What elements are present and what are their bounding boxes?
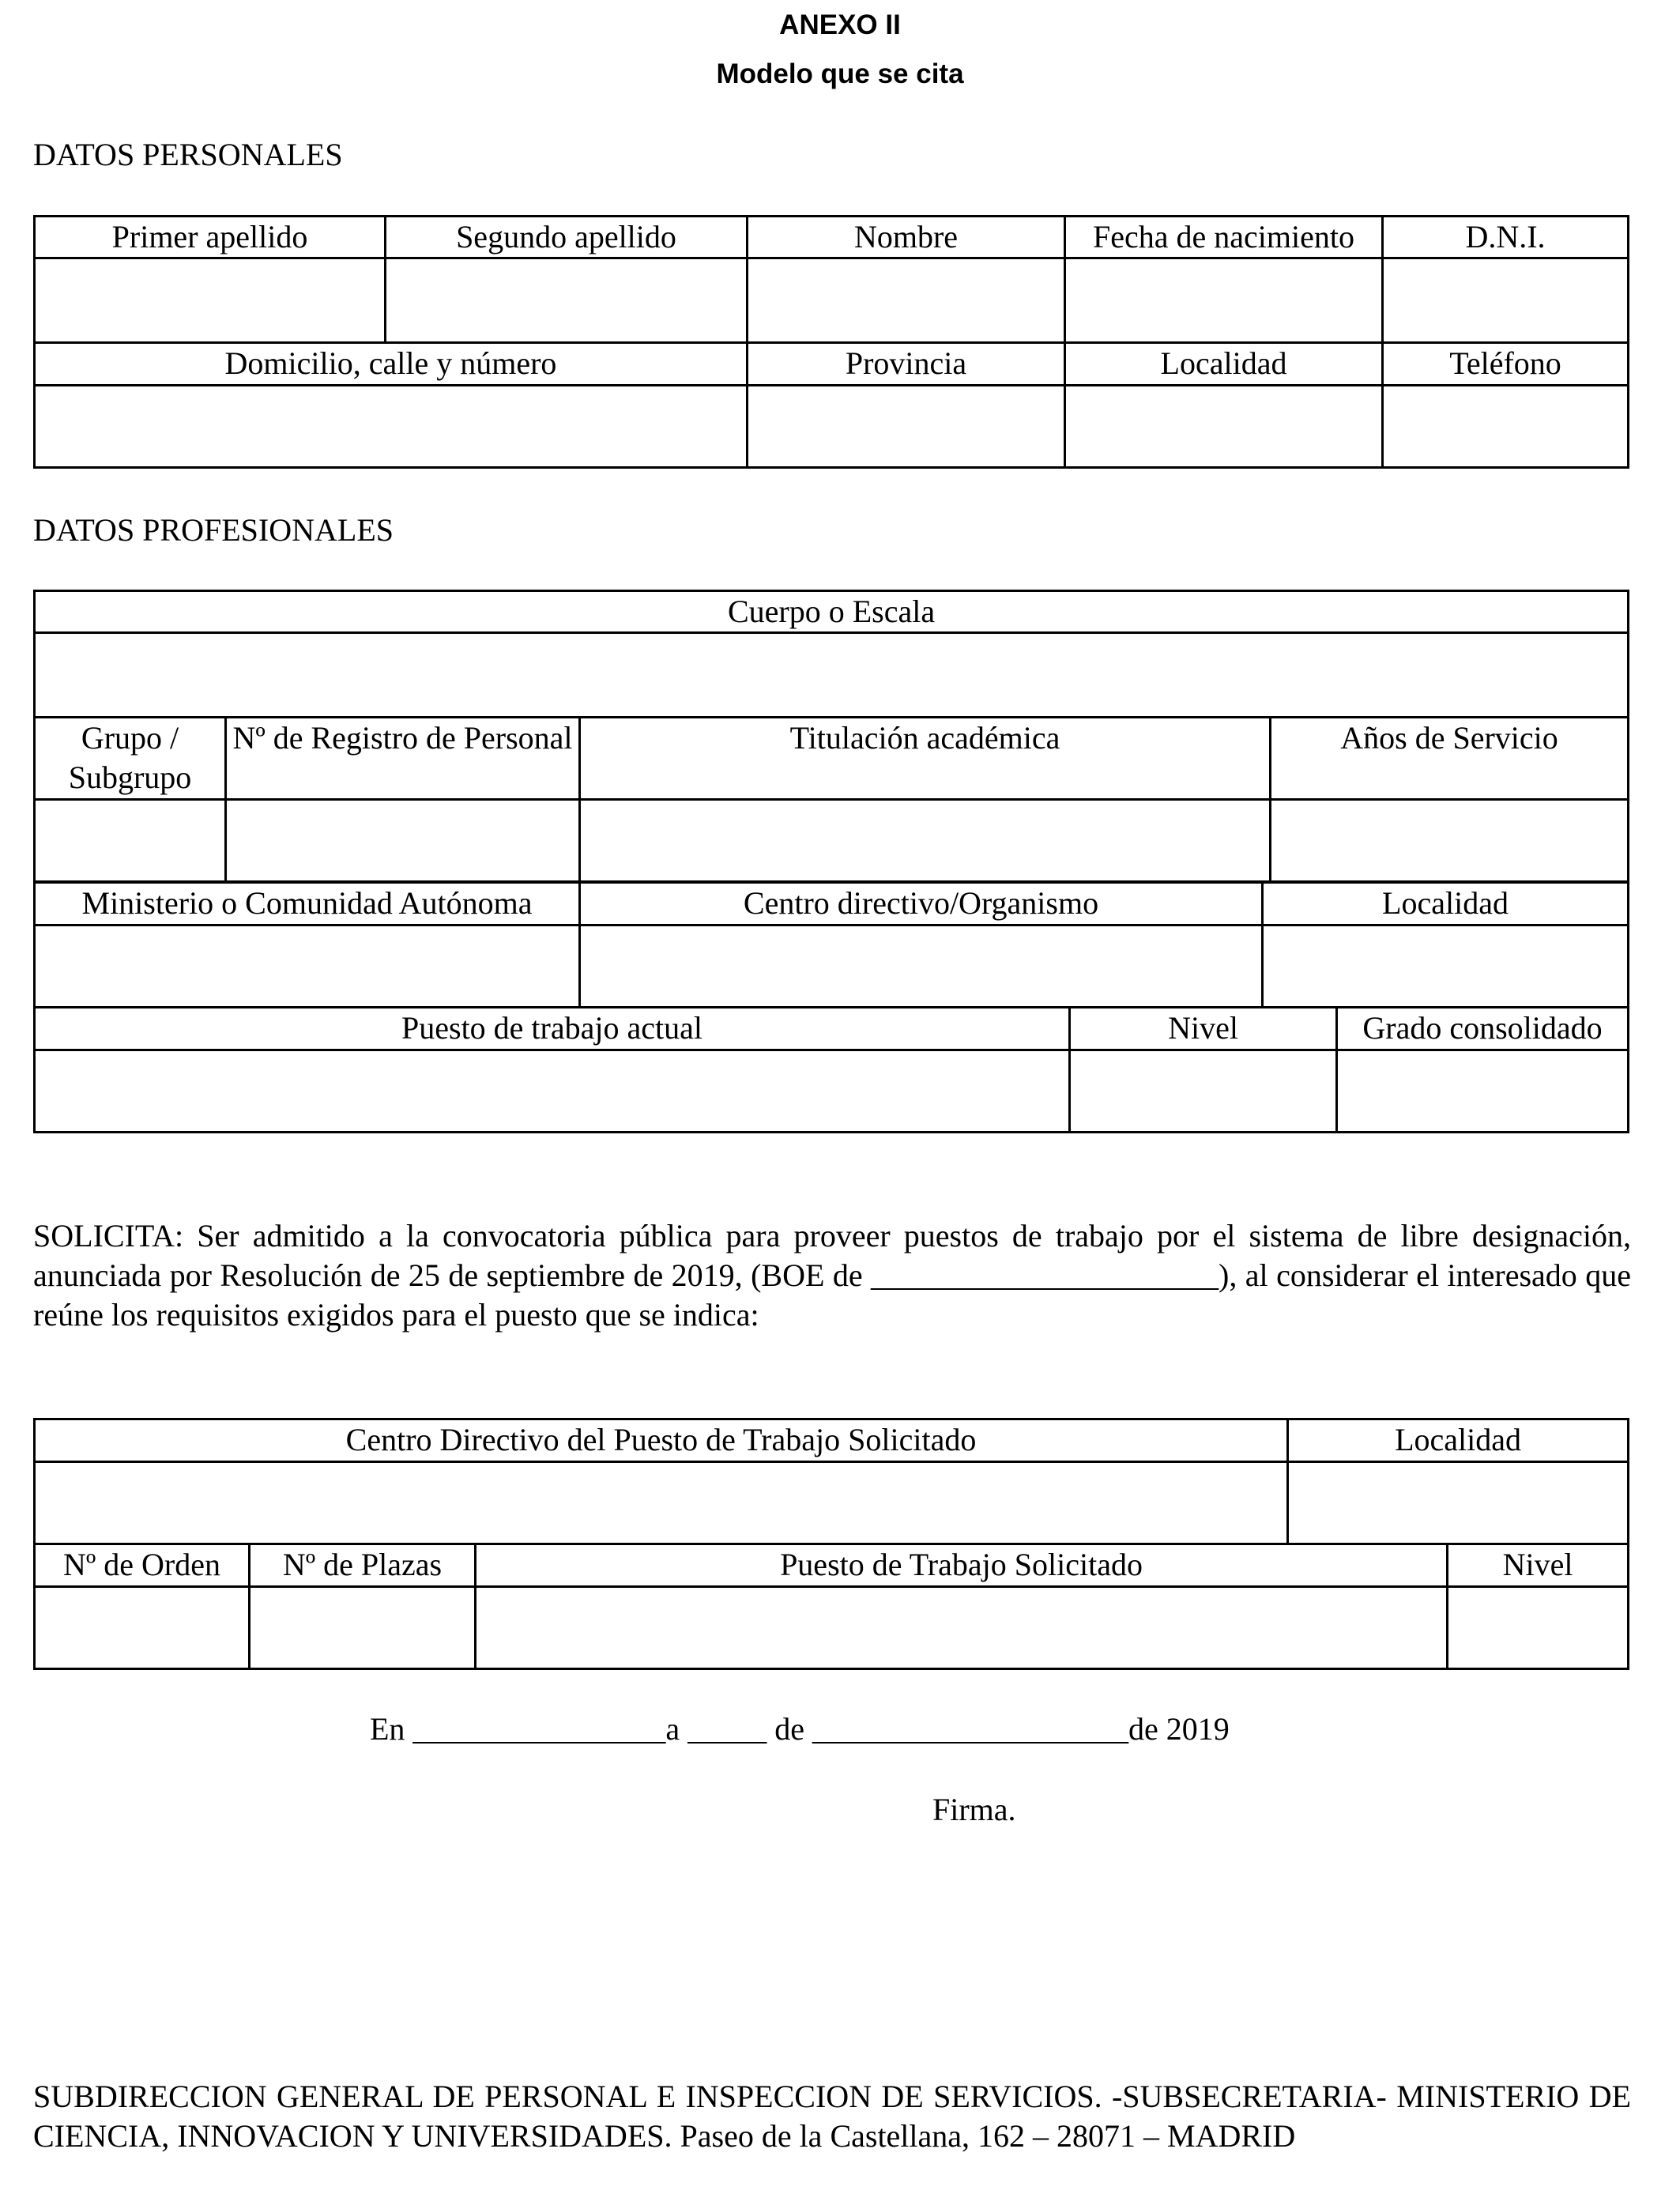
field-centro-directivo[interactable] — [580, 925, 1263, 1008]
label-grupo-subgrupo: Grupo / Subgrupo — [35, 718, 226, 800]
field-localidad-prof[interactable] — [1263, 925, 1629, 1008]
label-telefono: Teléfono — [1383, 343, 1629, 386]
field-fecha-nacimiento[interactable] — [1065, 258, 1383, 343]
field-domicilio[interactable] — [35, 386, 748, 468]
field-puesto-actual[interactable] — [35, 1050, 1070, 1133]
label-dni: D.N.I. — [1383, 217, 1629, 258]
field-segundo-apellido[interactable] — [386, 258, 748, 343]
field-ministerio[interactable] — [35, 925, 580, 1008]
label-nombre: Nombre — [748, 217, 1065, 258]
field-plazas[interactable] — [250, 1587, 476, 1669]
field-orden[interactable] — [35, 1587, 250, 1669]
request-paragraph: SOLICITA: Ser admitido a la convocatoria pública para proveer puestos de trabajo por el sistema de libre designación, anunciada por Resolución de 25 de septiembre de 2019, (BOE de ______________________), al considerar el interesado que reúne los requisitos exigidos para el puesto que se indica: — [33, 1218, 1631, 1333]
field-grado-consolidado[interactable] — [1337, 1050, 1629, 1133]
signature-label: Firma. — [932, 1792, 1016, 1827]
label-domicilio: Domicilio, calle y número — [35, 343, 748, 386]
label-grado-consolidado: Grado consolidado — [1337, 1008, 1629, 1050]
label-primer-apellido: Primer apellido — [35, 217, 386, 258]
label-provincia: Provincia — [748, 343, 1065, 386]
label-localidad-prof: Localidad — [1263, 883, 1629, 925]
label-puesto-actual: Puesto de trabajo actual — [35, 1008, 1070, 1050]
field-localidad-solicitado[interactable] — [1288, 1462, 1629, 1544]
field-localidad-personal[interactable] — [1065, 386, 1383, 468]
label-titulacion: Titulación académica — [580, 718, 1271, 800]
annex-subtitle: Modelo que se cita — [716, 58, 964, 89]
field-titulacion[interactable] — [580, 800, 1271, 882]
field-dni[interactable] — [1383, 258, 1629, 343]
field-registro-personal[interactable] — [226, 800, 580, 882]
annex-title: ANEXO II — [779, 9, 901, 40]
field-nombre[interactable] — [748, 258, 1065, 343]
field-anos-servicio[interactable] — [1271, 800, 1629, 882]
label-localidad-personal: Localidad — [1065, 343, 1383, 386]
label-puesto-solicitado: Puesto de Trabajo Solicitado — [476, 1544, 1448, 1587]
label-localidad-solicitado: Localidad — [1288, 1419, 1629, 1462]
label-centro-directivo-solicitado: Centro Directivo del Puesto de Trabajo Solicitado — [35, 1419, 1288, 1462]
label-fecha-nacimiento: Fecha de nacimiento — [1065, 217, 1383, 258]
professional-data-table — [33, 590, 1629, 883]
section-title-personal: DATOS PERSONALES — [33, 137, 343, 172]
field-centro-directivo-solicitado[interactable] — [35, 1462, 1288, 1544]
label-cuerpo-escala: Cuerpo o Escala — [35, 591, 1629, 633]
label-plazas: Nº de Plazas — [250, 1544, 476, 1587]
field-cuerpo-escala[interactable] — [35, 633, 1629, 718]
personal-data-table — [33, 215, 1629, 469]
section-title-professional: DATOS PROFESIONALES — [33, 512, 394, 548]
field-grupo-subgrupo[interactable] — [35, 800, 226, 882]
label-segundo-apellido: Segundo apellido — [386, 217, 748, 258]
field-provincia[interactable] — [748, 386, 1065, 468]
ministry-table — [33, 881, 1629, 1008]
field-primer-apellido[interactable] — [35, 258, 386, 343]
field-nivel-actual[interactable] — [1070, 1050, 1337, 1133]
post-table — [33, 1006, 1629, 1133]
label-nivel-actual: Nivel — [1070, 1008, 1337, 1050]
label-ministerio: Ministerio o Comunidad Autónoma — [35, 883, 580, 925]
date-line: En ________________a _____ de ____________________de 2019 — [370, 1711, 1230, 1747]
field-telefono[interactable] — [1383, 386, 1629, 468]
requested-post-table — [33, 1418, 1629, 1670]
label-centro-directivo: Centro directivo/Organismo — [580, 883, 1263, 925]
label-anos-servicio: Años de Servicio — [1271, 718, 1629, 800]
footer-address: SUBDIRECCION GENERAL DE PERSONAL E INSPECCION DE SERVICIOS. -SUBSECRETARIA- MINISTERIO DE CIENCIA, INNOVACION Y UNIVERSIDADES. Paseo de la Castellana, 162 – 28071 – MADRID — [33, 2079, 1631, 2154]
label-nivel-solicitado: Nivel — [1448, 1544, 1629, 1587]
label-registro-personal: Nº de Registro de Personal — [226, 718, 580, 800]
field-puesto-solicitado[interactable] — [476, 1587, 1448, 1669]
label-orden: Nº de Orden — [35, 1544, 250, 1587]
field-nivel-solicitado[interactable] — [1448, 1587, 1629, 1669]
